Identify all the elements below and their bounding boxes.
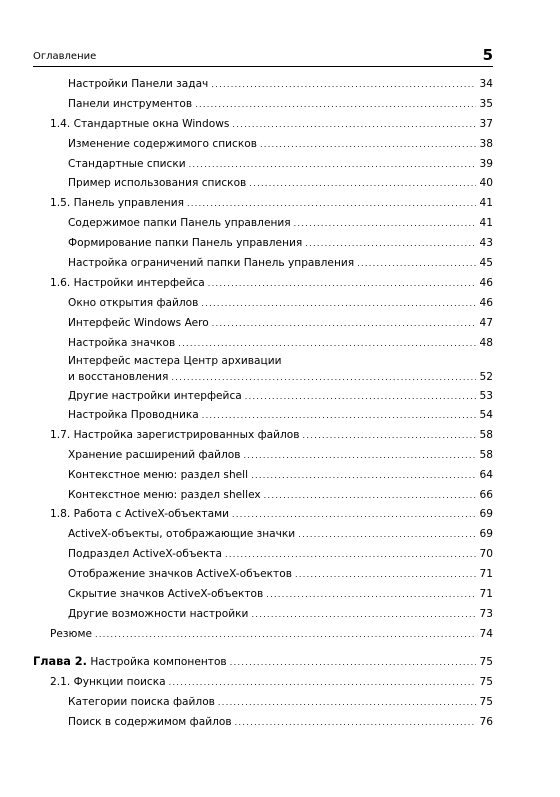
toc-section-entry	[50, 507, 493, 522]
dot-leader	[225, 548, 476, 562]
dot-leader	[243, 449, 476, 463]
dot-leader	[230, 656, 476, 670]
toc-section-entry	[50, 196, 493, 211]
dot-leader	[171, 371, 476, 385]
toc-entry-title: 1.6. Настройки интерфейса	[50, 277, 205, 289]
toc-entry	[68, 527, 493, 542]
toc-chapter-entry	[33, 655, 493, 670]
toc-entry-title-line1: Интерфейс мастера Центр архивации	[68, 355, 282, 367]
toc-entry-title: Хранение расширений файлов	[68, 449, 241, 461]
dot-leader	[294, 217, 476, 231]
toc-entry	[68, 370, 493, 385]
toc-entry-page: 41	[479, 217, 493, 229]
dot-leader	[357, 257, 476, 271]
toc-entry-title-line2: и восстановления	[68, 371, 169, 383]
toc-entry-page: 58	[479, 429, 493, 441]
toc-entry-page: 38	[479, 138, 493, 150]
toc-entry-page: 73	[479, 608, 493, 620]
toc-entry-title: Скрытие значков ActiveX-объектов	[68, 588, 264, 600]
toc-section-entry	[50, 627, 493, 642]
toc-entry	[68, 695, 493, 710]
toc-entry-title: Резюме	[50, 628, 92, 640]
toc-entry	[68, 488, 493, 503]
toc-entry	[68, 216, 493, 231]
toc-entry-page: 70	[479, 548, 493, 560]
toc-entry-page: 76	[479, 716, 493, 728]
toc-entry-page: 74	[479, 628, 493, 640]
toc-entry-title: Настройка значков	[68, 337, 176, 349]
toc-entry-page: 45	[479, 257, 493, 269]
dot-leader	[251, 469, 476, 483]
toc-entry	[68, 468, 493, 483]
toc-entry-title: Подраздел ActiveX-объекта	[68, 548, 223, 560]
toc-entry-title: 2.1. Функции поиска	[50, 676, 166, 688]
toc-section-entry	[50, 428, 493, 443]
toc-entry	[68, 236, 493, 251]
dot-leader	[201, 297, 476, 311]
dot-leader	[208, 277, 476, 291]
toc-entry	[68, 567, 493, 582]
toc-entry	[68, 137, 493, 152]
toc-entry-page: 46	[479, 297, 493, 309]
toc-entry	[68, 607, 493, 622]
toc-entry-title: 1.4. Стандартные окна Windows	[50, 118, 230, 130]
dot-leader	[235, 716, 476, 730]
toc-entry	[68, 157, 493, 172]
dot-leader	[266, 588, 476, 602]
toc-entry	[68, 296, 493, 311]
toc-entry-title: Содержимое папки Панель управления	[68, 217, 291, 229]
toc-entry-title: Панели инструментов	[68, 98, 193, 110]
chapter-prefix: Глава 2.	[33, 655, 87, 668]
page-number: 5	[482, 46, 493, 64]
toc-entry-page: 47	[479, 317, 493, 329]
dot-leader	[249, 177, 476, 191]
toc-entry-page: 34	[479, 78, 493, 90]
toc-entry-page: 46	[479, 277, 493, 289]
dot-leader	[260, 138, 476, 152]
dot-leader	[218, 696, 476, 710]
dot-leader	[298, 528, 476, 542]
toc-entry-page: 40	[479, 177, 493, 189]
toc-entry-page: 66	[479, 489, 493, 501]
toc-entry-page: 54	[479, 409, 493, 421]
dot-leader	[232, 118, 476, 132]
toc-entry-title: Настройка ограничений папки Панель управления	[68, 257, 355, 269]
toc-entry-title: Настройки Панели задач	[68, 78, 209, 90]
toc-entry	[68, 408, 493, 423]
toc-entry-page: 69	[479, 508, 493, 520]
toc-entry	[68, 587, 493, 602]
toc-entry-page: 64	[479, 469, 493, 481]
toc-entry-page: 48	[479, 337, 493, 349]
toc-chapter-title	[33, 655, 227, 669]
toc-entry	[68, 316, 493, 331]
dot-leader	[189, 158, 476, 172]
toc-entry-title: Стандартные списки	[68, 158, 186, 170]
toc-entry	[68, 97, 493, 112]
toc-entry-title: Изменение содержимого списков	[68, 138, 257, 150]
running-title: Оглавление	[33, 51, 97, 62]
toc-section-entry	[50, 117, 493, 132]
toc-entry	[68, 547, 493, 562]
dot-leader	[305, 237, 476, 251]
toc-entry-page: 75	[479, 696, 493, 708]
toc-entry	[68, 336, 493, 351]
dot-leader	[211, 78, 476, 92]
toc-entry-title: ActiveX-объекты, отображающие значки	[68, 528, 296, 540]
toc-entry-page: 53	[479, 390, 493, 402]
dot-leader	[212, 317, 476, 331]
dot-leader	[303, 429, 476, 443]
toc-entry-title: 1.7. Настройка зарегистрированных файлов	[50, 429, 300, 441]
toc-entry	[68, 256, 493, 271]
toc-entry-title: 1.5. Панель управления	[50, 197, 184, 209]
dot-leader	[202, 409, 476, 423]
toc-entry-title: 1.8. Работа с ActiveX-объектами	[50, 508, 229, 520]
dot-leader	[187, 197, 476, 211]
toc-entry-title: Контекстное меню: раздел shell	[68, 469, 249, 481]
toc-entry-page: 58	[479, 449, 493, 461]
toc-entry-title: Поиск в содержимом файлов	[68, 716, 232, 728]
dot-leader	[195, 98, 476, 112]
toc-section-entry	[50, 675, 493, 690]
dot-leader	[232, 508, 476, 522]
toc-entry-page: 41	[479, 197, 493, 209]
toc-entry-page: 39	[479, 158, 493, 170]
toc-entry-title: Отображение значков ActiveX-объектов	[68, 568, 292, 580]
dot-leader	[95, 628, 476, 642]
toc-entry-page: 35	[479, 98, 493, 110]
toc-entry	[68, 448, 493, 463]
toc-entry-title: Формирование папки Панель управления	[68, 237, 303, 249]
toc-entry-title: Интерфейс Windows Aero	[68, 317, 209, 329]
dot-leader	[264, 489, 476, 503]
toc-entry-page: 37	[479, 118, 493, 130]
toc-entry	[68, 715, 493, 730]
running-header	[33, 46, 493, 67]
toc-entry-page: 71	[479, 588, 493, 600]
toc-entry-title: Настройка Проводника	[68, 409, 199, 421]
toc-entry	[68, 389, 493, 404]
toc-entry	[68, 176, 493, 191]
toc-entry-page: 52	[479, 371, 493, 383]
toc-entry	[68, 77, 493, 92]
toc-entry-page: 43	[479, 237, 493, 249]
dot-leader	[169, 676, 476, 690]
toc-entry-page: 69	[479, 528, 493, 540]
toc-entry-title: Контекстное меню: раздел shellex	[68, 489, 261, 501]
toc-entry-page: 71	[479, 568, 493, 580]
toc-entry-page: 75	[479, 676, 493, 688]
toc-entry-title: Пример использования списков	[68, 177, 247, 189]
dot-leader	[245, 390, 476, 404]
toc-section-entry	[50, 276, 493, 291]
dot-leader	[178, 337, 476, 351]
toc-entry-title: Окно открытия файлов	[68, 297, 199, 309]
toc-entry-page: 75	[479, 656, 493, 668]
toc-entry-title: Другие возможности настройки	[68, 608, 249, 620]
dot-leader	[295, 568, 476, 582]
toc-entry-title: Другие настройки интерфейса	[68, 390, 242, 402]
dot-leader	[251, 608, 476, 622]
toc-entry-title: Категории поиска файлов	[68, 696, 215, 708]
chapter-title-text: Настройка компонентов	[90, 656, 227, 668]
